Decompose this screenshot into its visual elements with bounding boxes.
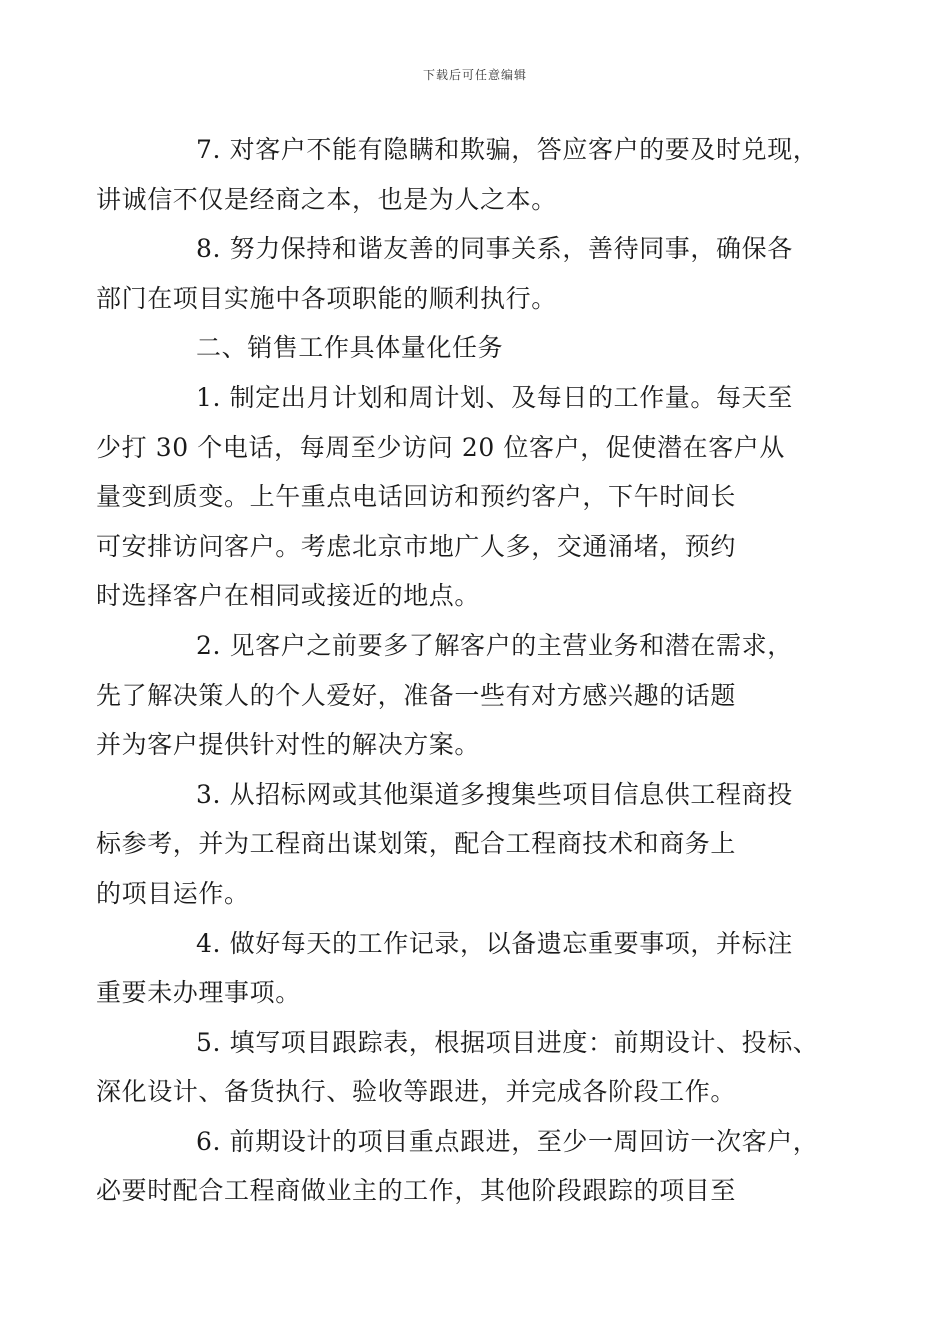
document-body (96, 125, 819, 1216)
task-4 (96, 919, 810, 1018)
paragraph-line: 可安排访问客户。考虑北京市地广人多，交通涌堵，预约 (96, 531, 737, 561)
task-5 (96, 1018, 819, 1117)
paragraph-line: 深化设计、备货执行、验收等跟进，并完成各阶段工作。 (96, 1077, 737, 1107)
header-note: 下载后可任意编辑 (422, 68, 527, 82)
paragraph-line: 并为客户提供针对性的解决方案。 (96, 730, 481, 760)
section-heading (146, 323, 810, 373)
paragraph-line: 量变到质变。上午重点电话回访和预约客户，下午时间长 (96, 482, 737, 512)
task-1 (96, 373, 810, 621)
paragraph-line: 标参考，并为工程商出谋划策，配合工程商技术和商务上 (96, 829, 737, 859)
paragraph-line: 2. 见客户之前要多了解客户的主营业务和潜在需求， (196, 630, 793, 660)
paragraph-line: 必要时配合工程商做业主的工作，其他阶段跟踪的项目至 (96, 1176, 737, 1206)
paragraph-line: 讲诚信不仅是经商之本，也是为人之本。 (96, 184, 557, 214)
paragraph-line: 3. 从招标网或其他渠道多搜集些项目信息供工程商投 (196, 779, 793, 809)
paragraph-line: 6. 前期设计的项目重点跟进，至少一周回访一次客户， (196, 1126, 819, 1156)
paragraph-line: 少打 30 个电话，每周至少访问 20 位客户，促使潜在客户从 (96, 432, 786, 462)
paragraph-7 (96, 125, 819, 224)
paragraph-8 (96, 224, 810, 323)
task-6 (96, 1117, 819, 1216)
paragraph-line: 部门在项目实施中各项职能的顺利执行。 (96, 283, 557, 313)
paragraph-line: 8. 努力保持和谐友善的同事关系，善待同事，确保各 (196, 234, 793, 264)
paragraph-line: 1. 制定出月计划和周计划、及每日的工作量。每天至 (196, 382, 793, 412)
task-2 (96, 621, 810, 770)
paragraph-line: 先了解决策人的个人爱好，准备一些有对方感兴趣的话题 (96, 680, 737, 710)
task-3 (96, 770, 810, 919)
paragraph-line: 5. 填写项目跟踪表，根据项目进度：前期设计、投标、 (196, 1027, 819, 1057)
paragraph-line: 7. 对客户不能有隐瞒和欺骗，答应客户的要及时兑现， (196, 135, 819, 164)
paragraph-line: 重要未办理事项。 (96, 978, 301, 1008)
paragraph-line: 时选择客户在相同或接近的地点。 (96, 581, 481, 611)
paragraph-line: 4. 做好每天的工作记录，以备遗忘重要事项，并标注 (196, 928, 793, 958)
paragraph-line: 的项目运作。 (96, 878, 250, 908)
section-heading-text: 二、销售工作具体量化任务 (196, 333, 504, 363)
